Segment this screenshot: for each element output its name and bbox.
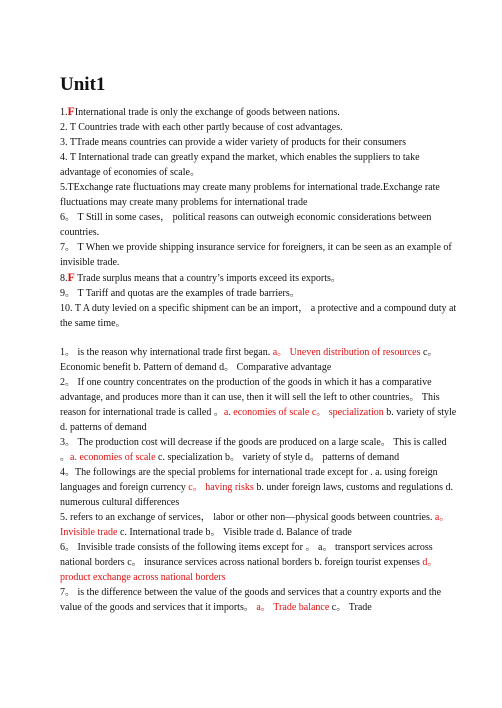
tf-mark: 5.T bbox=[60, 182, 74, 193]
mc-question: 3。 The production cost will decrease if the goods are produced on a large scale。 This is called 。 bbox=[60, 437, 447, 463]
mc-item-4 bbox=[60, 465, 458, 510]
tf-text: Trade means countries can provide a wider variety of products for their consumers bbox=[75, 137, 407, 148]
mc-answer: a。 Invisible trade bbox=[60, 512, 450, 538]
mc-answer: a。 Uneven distribution of resources bbox=[272, 347, 421, 358]
mc-answer: c。 having risks bbox=[188, 482, 254, 493]
tf-item-2 bbox=[60, 120, 458, 135]
tf-mark: 3. T bbox=[60, 137, 76, 148]
mc-answer: d。 product exchange across national borders bbox=[60, 557, 438, 583]
tf-item-5 bbox=[60, 180, 458, 210]
mc-options: c. specialization b。 variety of style d。 patterns of demand bbox=[155, 452, 400, 463]
tf-mark: 10. T bbox=[60, 303, 81, 314]
mc-question: 1。 is the reason why international trade first began. bbox=[60, 347, 273, 358]
tf-text: When we provide shipping insurance service for foreigners, it can be seen as an example of invisible trade. bbox=[60, 242, 452, 268]
tf-item-9 bbox=[60, 286, 458, 301]
tf-number: 1. bbox=[60, 107, 68, 118]
mc-options: b. under foreign laws, customs and regulations d. numerous cultural differences bbox=[60, 482, 453, 508]
mc-item-1 bbox=[60, 345, 458, 375]
multiple-choice-section bbox=[60, 345, 458, 615]
mc-options: c。 Economic benefit b. Pattern of demand d。 Comparative advantage bbox=[60, 347, 438, 373]
mc-answer: a. economies of scale c。 specialization bbox=[223, 407, 384, 418]
tf-item-6 bbox=[60, 210, 458, 240]
tf-text: Still in some cases， political reasons can outweigh economic considerations between countries. bbox=[60, 212, 432, 238]
tf-text: A duty levied on a specific shipment can be an import， a protective and a compound duty at the same time。 bbox=[60, 303, 457, 329]
tf-number: 8. bbox=[60, 273, 68, 284]
tf-item-7 bbox=[60, 240, 458, 270]
tf-text: Trade surplus means that a country’s imports exceed its exports。 bbox=[74, 273, 341, 284]
tf-item-8 bbox=[60, 270, 458, 286]
mc-item-2 bbox=[60, 375, 458, 435]
tf-text: Exchange rate fluctuations may create many problems for international trade.Exchange rate fluctuations may create many problems for international trade bbox=[60, 182, 440, 208]
mc-item-3 bbox=[60, 435, 458, 465]
tf-text: Tariff and quotas are the examples of trade barriers。 bbox=[83, 288, 300, 299]
tf-text: International trade can greatly expand the market, which enables the suppliers to take advantage of economies of scale。 bbox=[60, 152, 420, 178]
mc-options: c。 Trade bbox=[329, 602, 372, 613]
mc-options: b. variety of style d. patterns of demand bbox=[60, 407, 457, 433]
tf-text: International trade is only the exchange of goods between nations. bbox=[74, 107, 340, 118]
mc-answer: a. economies of scale bbox=[70, 452, 156, 463]
tf-item-10 bbox=[60, 301, 458, 331]
mc-question: 7。 is the difference between the value of the goods and services that a country exports and the value of the goods and services that it imports。 bbox=[60, 587, 442, 613]
tf-mark: 7。 T bbox=[60, 242, 84, 253]
tf-mark: 6。 T bbox=[60, 212, 84, 223]
true-false-section bbox=[60, 104, 458, 331]
mc-question: 5. refers to an exchange of services， labor or other non—physical goods between countries. bbox=[60, 512, 435, 523]
tf-text: Countries trade with each other partly because of cost advantages. bbox=[75, 122, 343, 133]
mc-question: 4。The followings are the special problems for international trade except for . a. using foreign languages and foreign currency bbox=[60, 467, 438, 493]
mc-options: c. International trade b。 Visible trade d. Balance of trade bbox=[117, 527, 352, 538]
tf-item-4 bbox=[60, 150, 458, 180]
tf-mark: F bbox=[67, 104, 75, 118]
tf-mark: 2. T bbox=[60, 122, 76, 133]
mc-answer: a。 Trade balance bbox=[256, 602, 330, 613]
page-title: Unit1 bbox=[60, 74, 106, 95]
tf-item-3 bbox=[60, 135, 458, 150]
mc-question: 2。 If one country concentrates on the production of the goods in which it has a comparative advantage, and produces more than it can use, then it will sell the left to other countries。 This reason for international trade is called 。 bbox=[60, 377, 440, 418]
mc-item-6 bbox=[60, 540, 458, 585]
tf-mark: 4. T bbox=[60, 152, 76, 163]
tf-mark: 9。 T bbox=[60, 288, 84, 299]
tf-item-1 bbox=[60, 104, 458, 120]
mc-item-5 bbox=[60, 510, 458, 540]
tf-mark: F bbox=[67, 270, 75, 284]
mc-question: 6。 Invisible trade consists of the following items except for 。 a。 transport services across national borders c。 insurance services across national borders b. foreign tourist expenses bbox=[60, 542, 433, 568]
mc-item-7 bbox=[60, 585, 458, 615]
